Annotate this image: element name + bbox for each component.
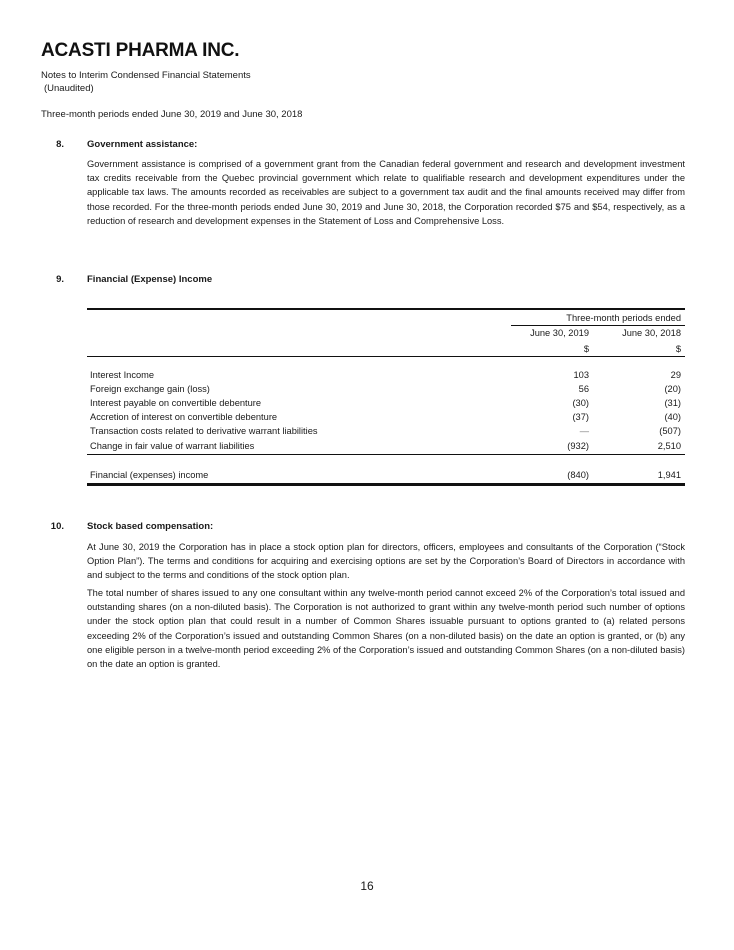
- row-label: Accretion of interest on convertible debenture: [90, 412, 278, 422]
- column-header-2019: June 30, 2019: [530, 328, 589, 338]
- row-value-2018: 29: [670, 370, 681, 380]
- row-value-2019: —: [579, 426, 589, 436]
- section-10-title: Stock based compensation:: [87, 521, 214, 532]
- period-statement: Three-month periods ended June 30, 2019 and June 30, 2018: [41, 109, 303, 120]
- total-value-2018: 1,941: [657, 470, 681, 480]
- row-value-2019: 56: [578, 384, 589, 394]
- row-value-2018: (40): [664, 412, 681, 422]
- total-label: Financial (expenses) income: [90, 470, 209, 480]
- company-name: ACASTI PHARMA INC.: [41, 40, 240, 61]
- row-label: Interest payable on convertible debenture: [90, 398, 262, 408]
- row-label: Change in fair value of warrant liabilities: [90, 441, 255, 451]
- row-value-2018: (31): [664, 398, 681, 408]
- subtitle-line-1: Notes to Interim Condensed Financial Statements: [41, 70, 251, 81]
- table-bottom-rule: [87, 483, 685, 486]
- row-label: Transaction costs related to derivative warrant liabilities: [90, 426, 318, 436]
- section-8-number: 8.: [56, 139, 64, 150]
- financial-income-table: [87, 308, 685, 488]
- subtitle-line-2: (Unaudited): [44, 83, 94, 94]
- row-label: Interest Income: [90, 370, 155, 380]
- row-value-2019: (932): [567, 441, 589, 451]
- table-top-rule: [87, 308, 685, 310]
- subtotal-rule: [87, 454, 685, 455]
- group-header: Three-month periods ended: [566, 313, 681, 323]
- column-header-2018: June 30, 2018: [622, 328, 681, 338]
- section-9-heading: [41, 274, 441, 288]
- row-value-2019: 103: [573, 370, 589, 380]
- section-9-title: Financial (Expense) Income: [87, 274, 213, 285]
- total-value-2019: (840): [567, 470, 589, 480]
- section-9-number: 9.: [56, 274, 64, 285]
- section-8-heading: [41, 139, 441, 153]
- section-10-paragraph-2: The total number of shares issued to any one consultant within any twelve-month period cannot exceed 2% of the Corporation’s total issued and outstanding shares (on a non-diluted basis). The Corporation is not authorized to grant within any twelve-month period such number of options under the stock option plan that could result in a number of Common Shares issuable pursuant to options granted to (a) related persons exceeding 2% of the Corporation’s issued and outstanding Common Shares (on a non-diluted basis) on the date an option is granted, or (b) any one eligible person in a twelve-month period exceeding 2% of the Corporation’s issued and outstanding Common Shares (on a non-diluted basis) on the date an option is granted.: [87, 588, 685, 670]
- row-value-2019: (37): [572, 412, 589, 422]
- row-value-2019: (30): [572, 398, 589, 408]
- section-10-paragraph-1: At June 30, 2019 the Corporation has in place a stock option plan for directors, officers, employees and consultants of the Corporation (“Stock Option Plan”). The terms and conditions for acquiring and exercising options are set by the Corporation’s Board of Directors in accordance with and subject to the terms and conditions of the stock option plan.: [87, 542, 685, 581]
- section-10-number: 10.: [50, 521, 64, 532]
- row-value-2018: 2,510: [657, 441, 681, 451]
- section-8-paragraph: Government assistance is comprised of a government grant from the Canadian federal government and research and development investment tax credits receivable from the Quebec provincial government which relate to qualifiable research and development expenditures under the applicable tax laws. The amounts recorded as receivables are subject to a government tax audit and the final amounts received may differ from those recorded. For the three-month periods ended June 30, 2019 and June 30, 2018, the Corporation recorded $75 and $54, respectively, as a reduction of research and development expenses in the Statement of Loss and Comprehensive Loss.: [87, 159, 685, 226]
- unit-2018: $: [675, 344, 681, 354]
- document-subtitle: [41, 69, 251, 95]
- header-bottom-rule: [87, 356, 685, 357]
- section-8-title: Government assistance:: [87, 139, 198, 150]
- row-value-2018: (20): [664, 384, 681, 394]
- page-number: 16: [360, 879, 374, 893]
- unit-2019: $: [583, 344, 589, 354]
- row-value-2018: (507): [659, 426, 681, 436]
- group-header-rule: [511, 325, 685, 326]
- section-10-heading: [41, 521, 441, 535]
- row-label: Foreign exchange gain (loss): [90, 384, 210, 394]
